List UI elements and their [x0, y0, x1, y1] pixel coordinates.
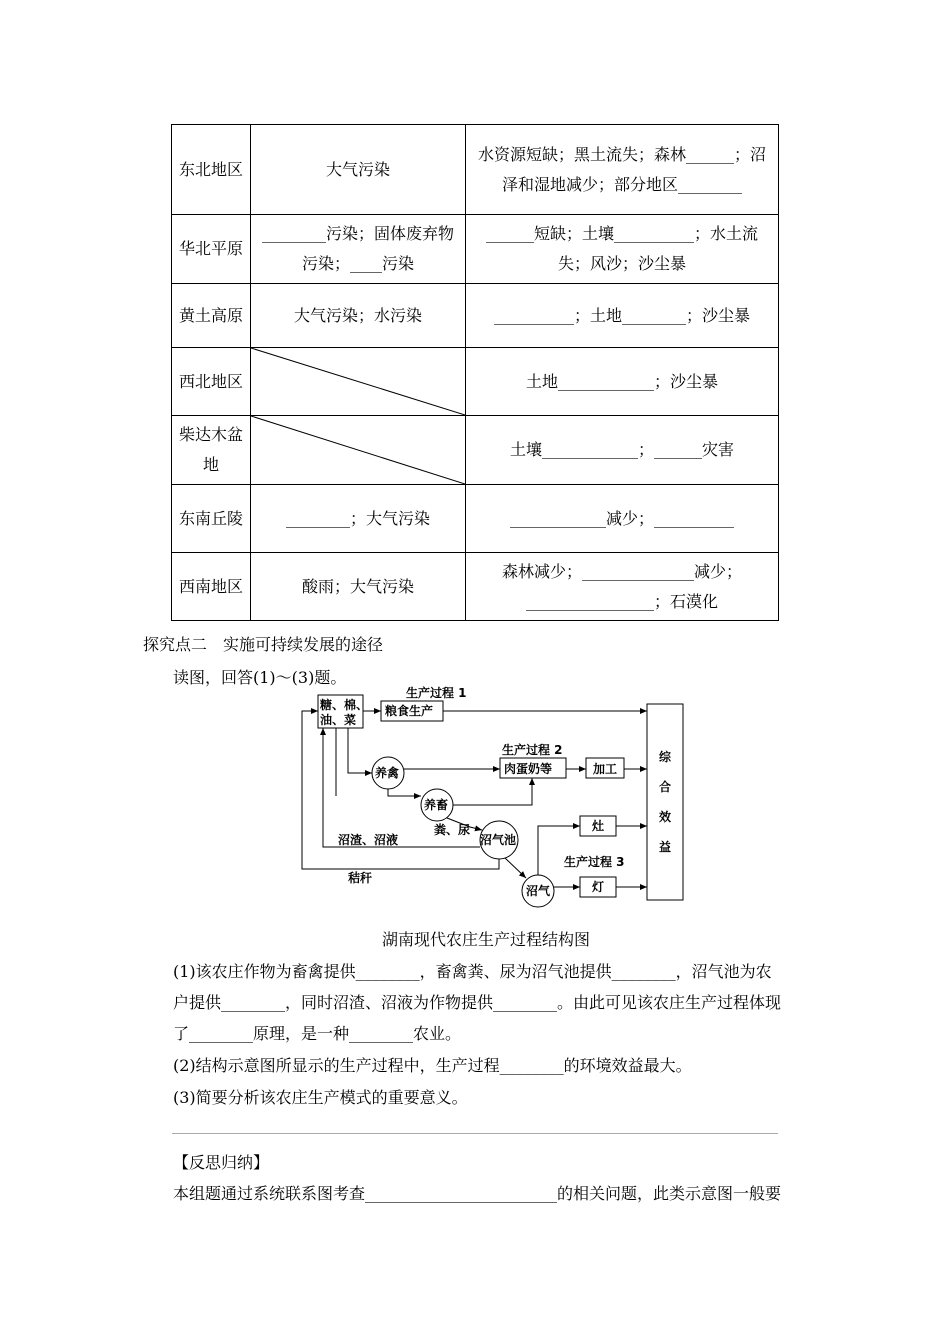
lamp-label: 灯 — [592, 880, 605, 894]
benefit-char: 效 — [659, 810, 672, 824]
question-1-line3: 了________原理，是一种________农业。 — [173, 1024, 462, 1043]
region-cell: 黄土高原 — [172, 284, 251, 348]
problem-cell: __________；土地________；沙尘暴 — [466, 284, 779, 348]
region-cell: 西北地区 — [172, 348, 251, 416]
reflection-text: 本组题通过系统联系图考查________________________的相关问题，此类示意图一般要 — [173, 1184, 782, 1203]
diagonal-slash — [251, 416, 465, 484]
issue-cell: ________污染；固体废弃物污染；____污染 — [251, 215, 466, 284]
question-3: (3)简要分析该农庄生产模式的重要意义。 — [173, 1088, 468, 1107]
benefit-char: 合 — [659, 780, 672, 794]
empty-issue-cell — [251, 348, 466, 416]
instruction: 读图，回答(1)～(3)题。 — [173, 668, 347, 687]
problem-cell: ____________减少；__________ — [466, 485, 779, 553]
table-row — [172, 125, 779, 215]
crops-label-line1: 糖、棉、 — [320, 698, 369, 712]
issue-cell: 大气污染 — [251, 125, 466, 215]
diagonal-slash — [251, 348, 465, 415]
region-cell: 柴达木盆地 — [172, 416, 251, 485]
diagram-caption: 湖南现代农庄生产过程结构图 — [382, 930, 591, 949]
region-cell: 西南地区 — [172, 553, 251, 621]
issue-cell: ________；大气污染 — [251, 485, 466, 553]
table-row — [172, 348, 779, 416]
process2-label: 生产过程 2 — [502, 743, 563, 757]
problem-cell: ______短缺；土壤__________；水土流失；风沙；沙尘暴 — [466, 215, 779, 284]
process1-label: 生产过程 1 — [406, 686, 467, 700]
processing-label: 加工 — [593, 762, 618, 776]
table-row — [172, 553, 779, 621]
answer-divider — [172, 1133, 778, 1134]
question-1-line1: (1)该农庄作物为畜禽提供________，畜禽粪、尿为沼气池提供________，沼气池为农 — [173, 962, 772, 981]
problem-cell: 森林减少；______________减少；________________；石漠化 — [466, 553, 779, 621]
biogas-pool-label: 沼气池 — [480, 833, 517, 847]
livestock-label: 养畜 — [424, 798, 449, 812]
table-row — [172, 215, 779, 284]
benefit-char: 益 — [659, 840, 672, 854]
meat-label: 肉蛋奶等 — [504, 762, 553, 776]
issue-cell: 酸雨；大气污染 — [251, 553, 466, 621]
section-title: 探究点二 实施可持续发展的途径 — [143, 635, 384, 654]
biogas-label: 沼气 — [526, 884, 551, 898]
environment-problems-table — [171, 124, 779, 621]
benefit-char: 综 — [659, 750, 672, 764]
poultry-label: 养禽 — [375, 766, 400, 780]
issue-cell: 大气污染；水污染 — [251, 284, 466, 348]
table-row — [172, 284, 779, 348]
table-row — [172, 416, 779, 485]
crops-label-line2: 油、菜 — [320, 713, 357, 727]
question-1-line2: 户提供________，同时沼渣、沼液为作物提供________。由此可见该农庄生产过程体现 — [173, 993, 782, 1012]
problem-cell: 土壤____________；______灾害 — [466, 416, 779, 485]
residue-label: 沼渣、沼液 — [338, 833, 399, 847]
problem-cell: 水资源短缺；黑土流失；森林______；沼泽和湿地减少；部分地区________ — [466, 125, 779, 215]
farm-structure-diagram — [290, 684, 690, 914]
question-2: (2)结构示意图所显示的生产过程中，生产过程________的环境效益最大。 — [173, 1056, 692, 1075]
region-cell: 华北平原 — [172, 215, 251, 284]
reflection-title: 【反思归纳】 — [173, 1153, 270, 1172]
table-row — [172, 485, 779, 553]
region-cell: 东南丘陵 — [172, 485, 251, 553]
region-cell: 东北地区 — [172, 125, 251, 215]
empty-issue-cell — [251, 416, 466, 485]
benefit-box — [647, 704, 683, 900]
grain-label: 粮食生产 — [385, 704, 434, 718]
manure-label: 粪、尿 — [434, 823, 471, 837]
stove-label: 灶 — [592, 819, 605, 833]
process3-label: 生产过程 3 — [564, 855, 625, 869]
problem-cell: 土地____________；沙尘暴 — [466, 348, 779, 416]
straw-label: 秸秆 — [348, 871, 373, 885]
